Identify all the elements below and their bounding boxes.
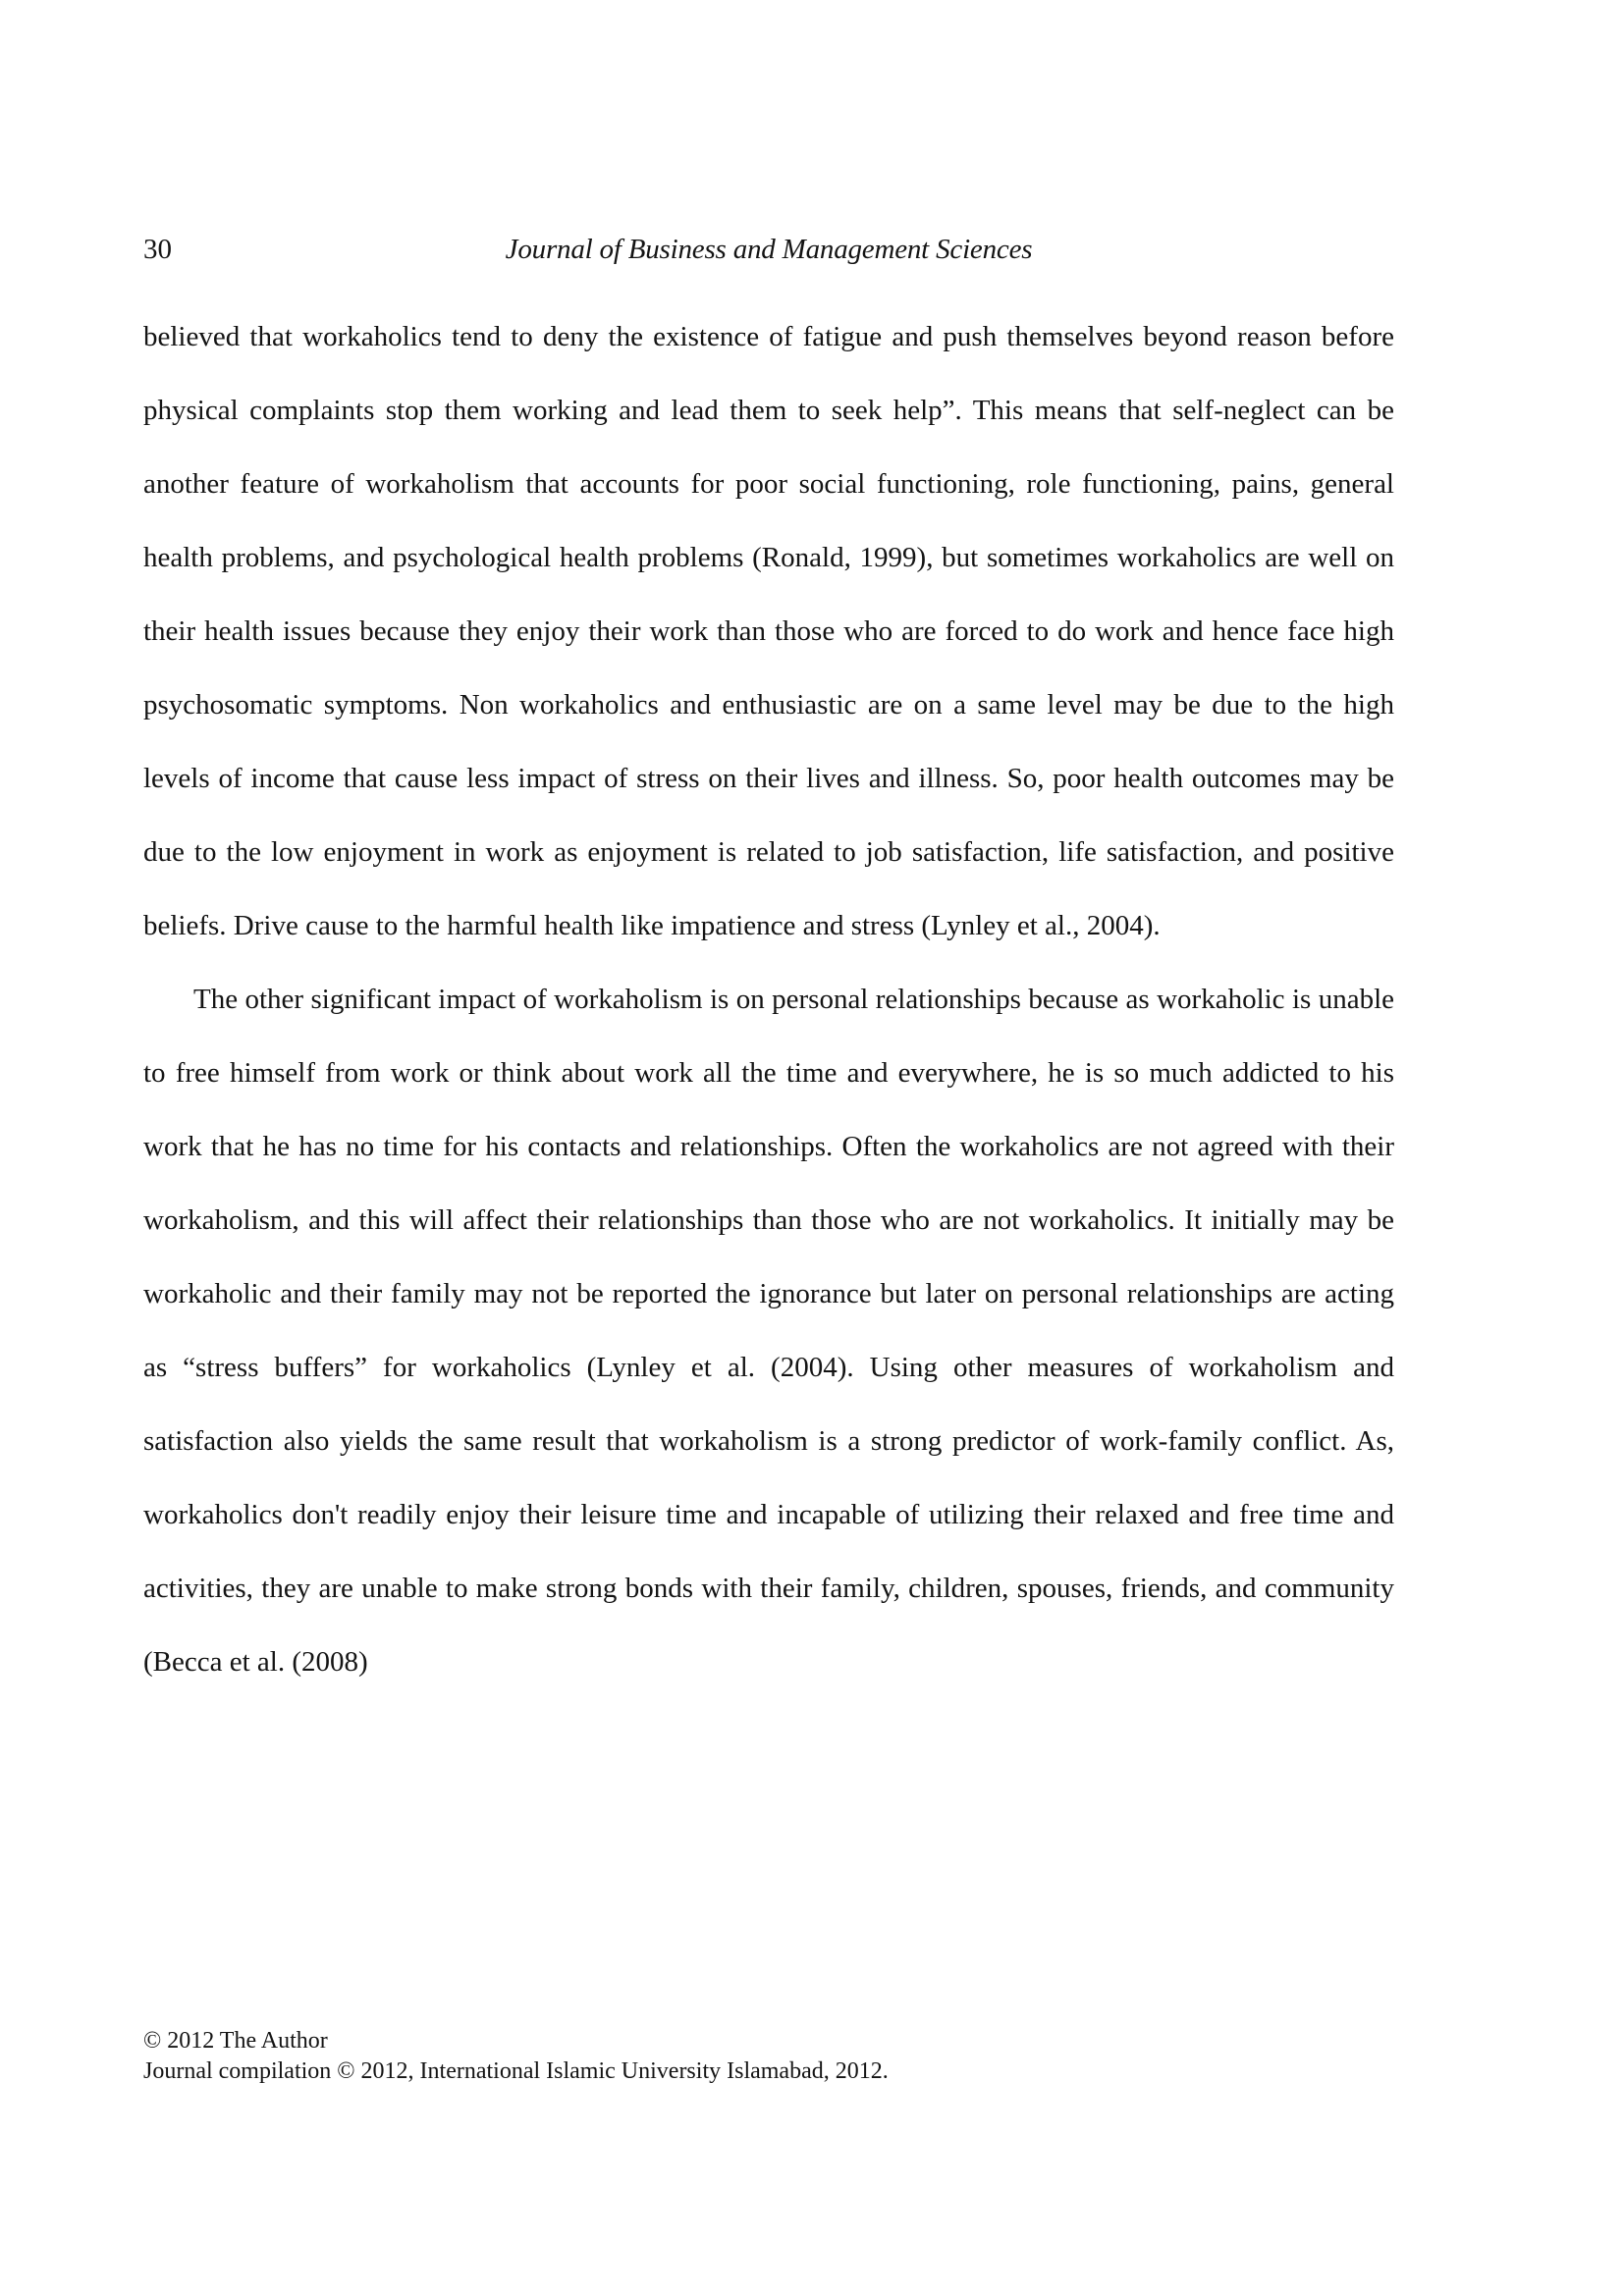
page-header [143, 234, 1394, 273]
page-footer [143, 2026, 889, 2087]
journal-compilation-notice: Journal compilation © 2012, International Islamic University Islamabad, 2012. [143, 2058, 889, 2084]
article-body [143, 300, 1394, 1699]
paragraph-health-effects: believed that workaholics tend to deny the existence of fatigue and push themselves beyond reason before physical complaints stop them working and lead them to seek help”. This means that self-neglect can be another feature of workaholism that accounts for poor social functioning, role functioning, pains, general health problems, and psychological health problems (Ronald, 1999), but sometimes workaholics are well on their health issues because they enjoy their work than those who are forced to do work and hence face high psychosomatic symptoms. Non workaholics and enthusiastic are on a same level may be due to the high levels of income that cause less impact of stress on their lives and illness. So, poor health outcomes may be due to the low enjoyment in work as enjoyment is related to job satisfaction, life satisfaction, and positive beliefs. Drive cause to the harmful health like impatience and stress (Lynley et al., 2004). [143, 321, 1394, 941]
journal-title: Journal of Business and Management Sciences [505, 234, 1033, 265]
paragraph-personal-relationships: The other significant impact of workaholism is on personal relationships because as workaholic is unable to free himself from work or think about work all the time and everywhere, he is so much addicted to his work that he has no time for his contacts and relationships. Often the workaholics are not agreed with their workaholism, and this will affect their relationships than those who are not workaholics. It initially may be workaholic and their family may not be reported the ignorance but later on personal relationships are acting as “stress buffers” for workaholics (Lynley et al. (2004). Using other measures of workaholism and satisfaction also yields the same result that workaholism is a strong predictor of work-family conflict. As, workaholics don't readily enjoy their leisure time and incapable of utilizing their relaxed and free time and activities, they are unable to make strong bonds with their family, children, spouses, friends, and community (Becca et al. (2008) [143, 984, 1394, 1678]
page-number: 30 [143, 234, 172, 265]
copyright-notice: © 2012 The Author [143, 2028, 328, 2054]
